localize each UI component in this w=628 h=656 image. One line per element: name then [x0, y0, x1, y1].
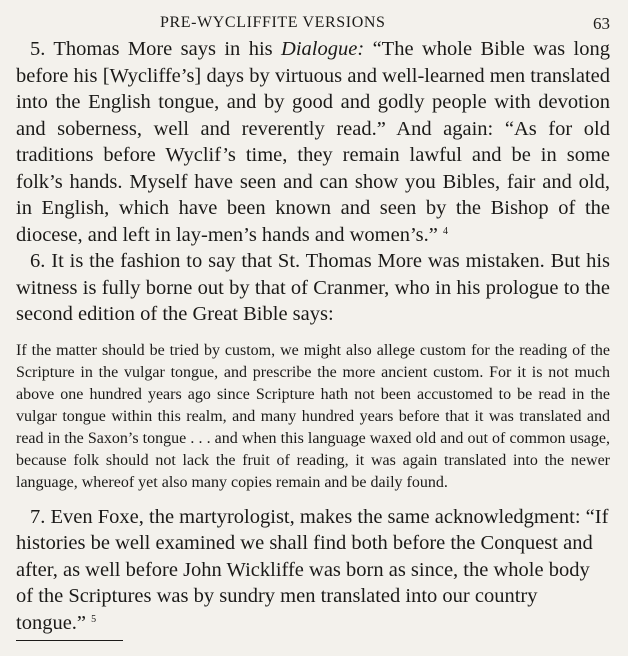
- dialogue-title: Dialogue:: [281, 38, 365, 60]
- footnote-ref-5: 5: [91, 613, 97, 625]
- footnote-rule: [16, 640, 123, 641]
- page-body: [16, 36, 610, 641]
- paragraph-5: [16, 36, 610, 248]
- paragraph-7-text: 7. Even Foxe, the martyrologist, makes the same acknowledgment: “If histories be well examined we shall find both before the Conquest and after, as well before John Wickliffe was born as since, the whole body of the Scriptures was by sundry men translated into our country tongue.”: [16, 505, 609, 634]
- cranmer-block-quote: If the matter should be tried by custom, we might also allege custom for the reading of the Scripture in the vulgar tongue, and prescribe the more ancient custom. For it is not much above one hundred years ago since Scripture hath not been accustomed to be read in the vulgar tongue within this realm, and many hundred years before that it was translated and read in the Saxon’s tongue . . . and when this language waxed old and out of common usage, because folk should not lack the fruit of reading, it was again translated into the newer language, whereof yet also many copies remain and be daily found.: [16, 341, 610, 491]
- page-number: 63: [593, 14, 610, 33]
- paragraph-5-text: “The whole Bible was long before his [Wycliffe’s] days by virtuous and well-learned men translated into the English tongue, and by good and godly people with devotion and soberness, well and reverently read.” And again: “As for old traditions before Wyclif’s time, they remain lawful and be in some folk’s hands. Myself have seen and can show you Bibles, fair and old, in English, which have been known and seen by the Bishop of the diocese, and left in lay-men’s hands and women’s.”: [16, 38, 610, 246]
- paragraph-5-lead: 5. Thomas More says in his: [30, 38, 282, 60]
- running-head-title: PRE-WYCLIFFITE VERSIONS: [160, 14, 386, 31]
- paragraph-7: [16, 504, 610, 637]
- footnote-ref-4: 4: [442, 225, 448, 237]
- paragraph-6: 6. It is the fashion to say that St. Thomas More was mistaken. But his witness is fully borne out by that of Cranmer, who in his prologue to the second edition of the Great Bible says:: [16, 250, 610, 325]
- running-head: [0, 12, 628, 36]
